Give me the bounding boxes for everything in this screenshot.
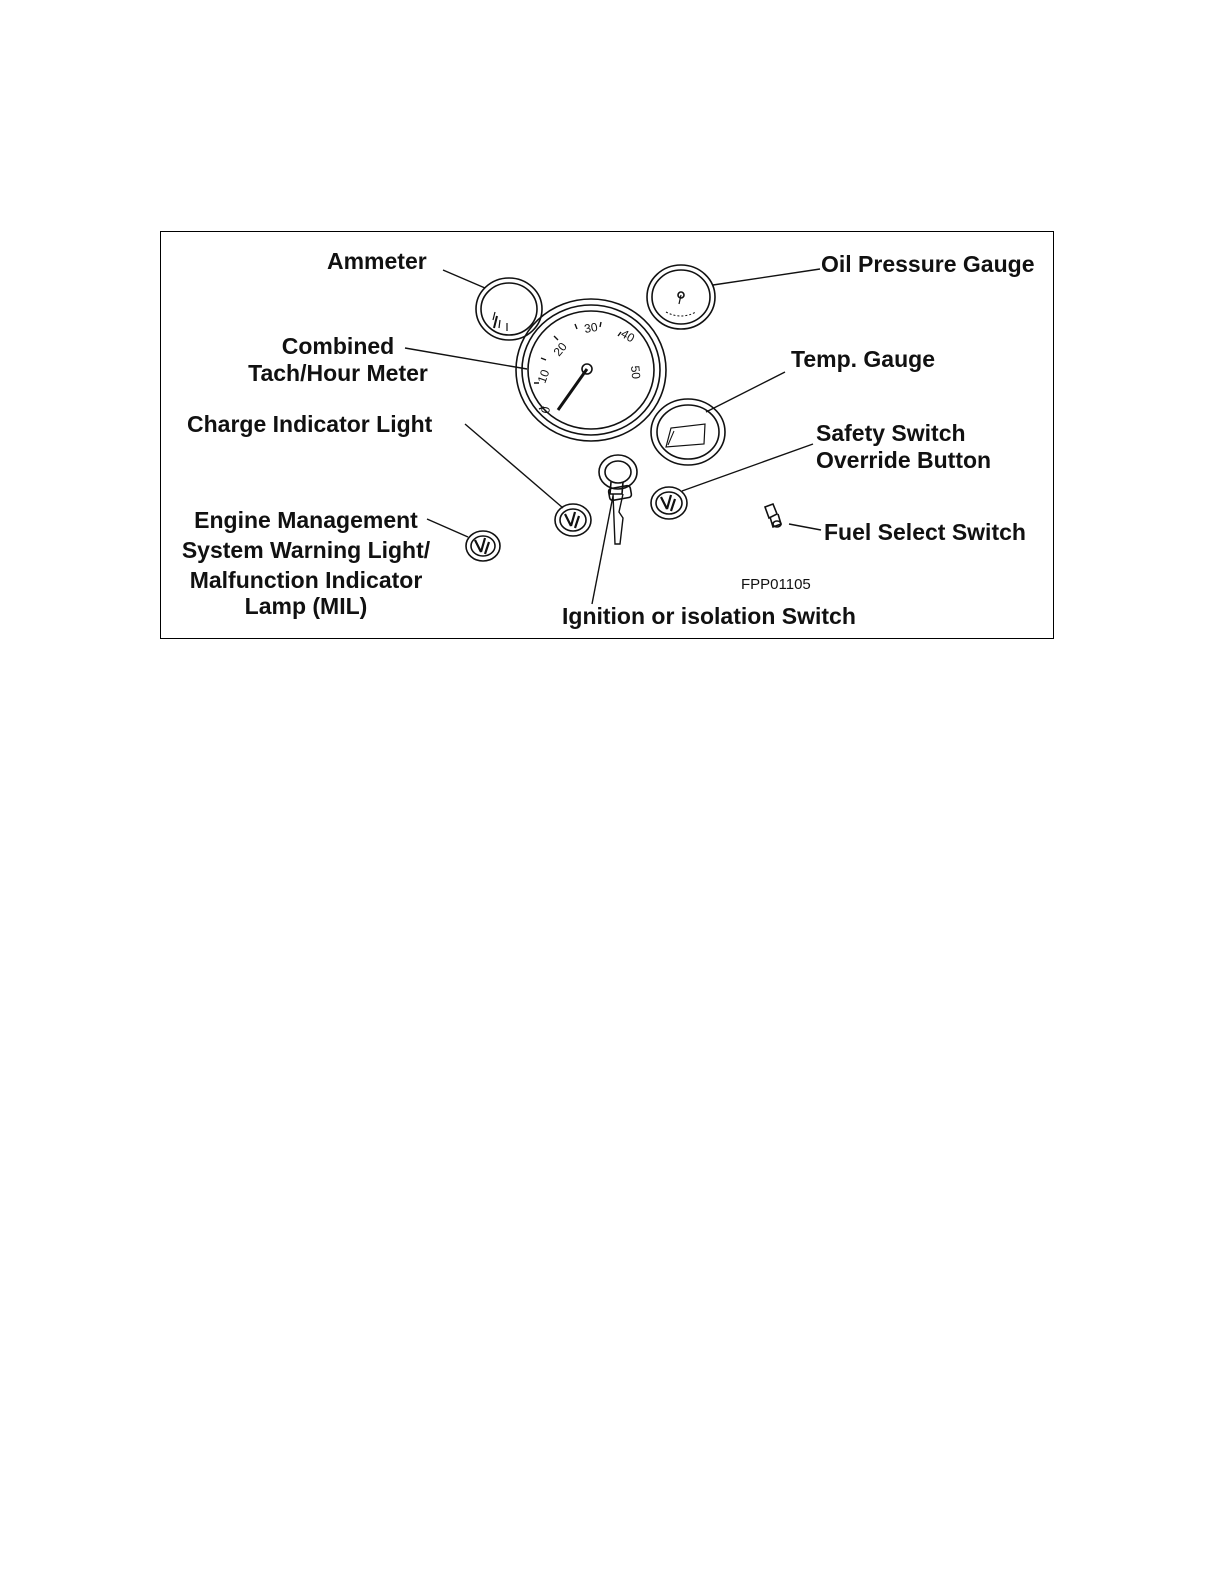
tach-scale-label: 50 xyxy=(628,365,644,380)
ignition-label: Ignition or isolation Switch xyxy=(562,603,856,629)
leader-lines xyxy=(405,269,821,604)
engine-label-line2: System Warning Light/ xyxy=(181,537,431,563)
oil-pressure-gauge xyxy=(647,265,715,329)
ammeter-label: Ammeter xyxy=(327,248,427,274)
oil-pressure-label: Oil Pressure Gauge xyxy=(821,251,1035,277)
combined-tach-label-line2: Tach/Hour Meter xyxy=(248,360,428,386)
fuel-select-label: Fuel Select Switch xyxy=(824,519,1026,545)
tach-scale xyxy=(535,320,643,415)
safety-override-button xyxy=(651,487,687,519)
engine-warning-light xyxy=(466,531,500,561)
combined-tach-label xyxy=(243,333,433,387)
charge-indicator-label: Charge Indicator Light xyxy=(187,411,433,437)
engine-label-line3: Malfunction Indicator xyxy=(189,567,423,593)
tach-scale-label: 10 xyxy=(534,367,553,386)
safety-switch-label-line2: Override Button xyxy=(816,447,992,473)
engine-label-line1: Engine Management xyxy=(194,507,418,533)
figure-code: FPP01105 xyxy=(741,576,811,593)
combined-tach-label-line1: Combined xyxy=(281,333,395,359)
ignition-switch xyxy=(599,455,637,544)
engine-management-label xyxy=(167,505,445,621)
charge-indicator-light xyxy=(555,504,591,536)
temp-gauge-label: Temp. Gauge xyxy=(791,346,935,372)
tach-scale-label: 0 xyxy=(538,405,554,415)
engine-label-line4: Lamp (MIL) xyxy=(244,593,368,619)
tach-scale-label: 20 xyxy=(550,339,570,359)
tach-scale-label: 30 xyxy=(583,319,599,336)
ammeter-gauge xyxy=(476,278,542,340)
fuel-select-switch xyxy=(765,504,781,527)
instrument-panel-figure xyxy=(160,231,1054,639)
tach-scale-label: 40 xyxy=(618,326,638,346)
safety-switch-label xyxy=(816,420,991,474)
temp-gauge xyxy=(651,399,725,465)
safety-switch-label-line1: Safety Switch xyxy=(816,420,966,446)
